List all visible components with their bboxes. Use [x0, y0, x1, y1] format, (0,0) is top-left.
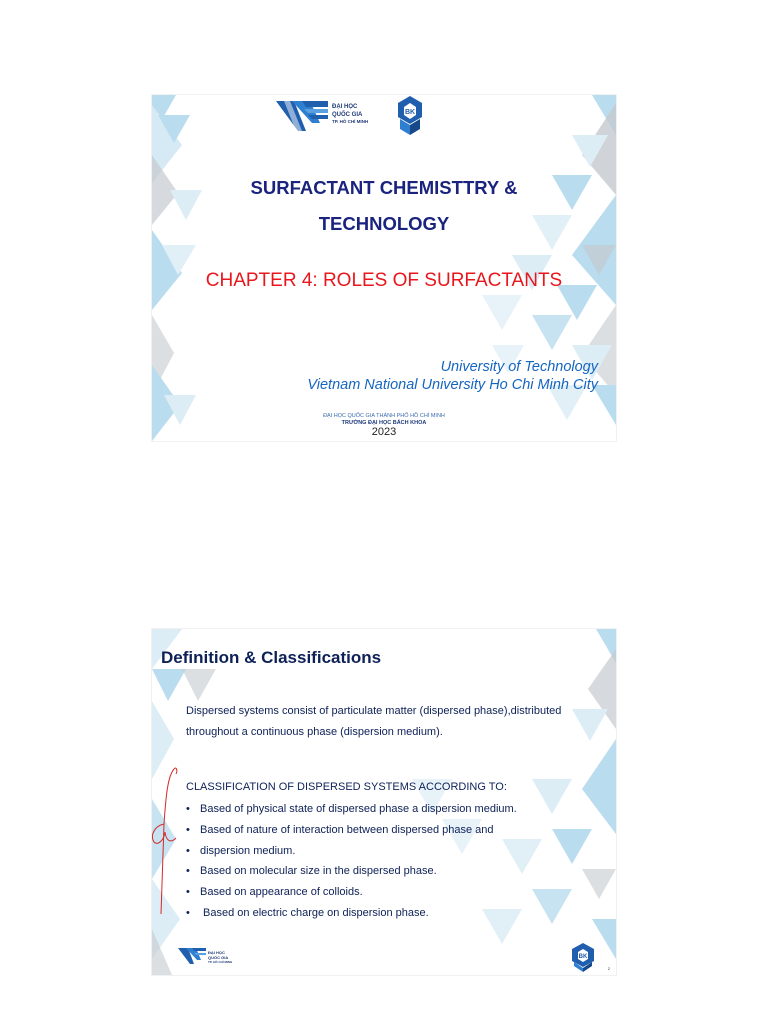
vnu-logo-small: [178, 946, 248, 968]
svg-text:BK: BK: [404, 109, 416, 116]
university-logo: [276, 95, 426, 139]
footer-line1: ĐẠI HỌC QUỐC GIA THÀNH PHỐ HỒ CHÍ MINH: [323, 413, 445, 419]
list-item: • Based of nature of interaction between dispersed phase and: [186, 820, 517, 841]
svg-text:TP. HỒ CHÍ MINH: TP. HỒ CHÍ MINH: [208, 960, 233, 964]
list-item: • Based on electric charge on dispersion phase.: [186, 903, 517, 924]
list-item: • Based on molecular size in the dispersed phase.: [186, 861, 517, 882]
list-item: • dispersion medium.: [186, 841, 517, 862]
svg-text:ĐẠI HỌC: ĐẠI HỌC: [208, 950, 225, 955]
svg-text:BK: BK: [578, 954, 588, 960]
university-name-line2: Vietnam National University Ho Chi Minh City: [307, 377, 598, 393]
slide-title-line1: SURFACTANT CHEMISTTRY &: [250, 177, 518, 198]
bk-logo-icon: [398, 96, 422, 135]
title-slide: [152, 95, 616, 441]
bullet-icon: •: [186, 886, 190, 899]
bullet-icon: •: [186, 823, 190, 836]
bullet-icon: •: [186, 865, 190, 878]
bullet-icon: •: [186, 906, 190, 919]
handwritten-annotation: [152, 764, 192, 924]
classification-heading: CLASSIFICATION OF DISPERSED SYSTEMS ACCORDING TO:: [186, 781, 507, 793]
vnu-text-line2: QUỐC GIA: [332, 112, 363, 118]
classification-list: [186, 799, 517, 924]
slide-title-line2: TECHNOLOGY: [318, 213, 450, 234]
svg-text:QUỐC GIA: QUỐC GIA: [208, 955, 229, 960]
university-name-line1: University of Technology: [440, 359, 598, 375]
list-item: • Based on appearance of colloids.: [186, 882, 517, 903]
slide-heading: Definition & Classifications: [161, 648, 382, 667]
vnu-logo-icon: [276, 101, 328, 131]
bullet-icon: •: [186, 803, 190, 815]
year-label: 2023: [371, 426, 397, 438]
page-number: 2: [607, 966, 610, 971]
content-slide: [152, 629, 616, 975]
footer-line2: TRƯỜNG ĐẠI HỌC BÁCH KHOA: [341, 420, 427, 426]
definition-paragraph: Dispersed systems consist of particulate matter (dispersed phase),distributed throughout a continuous phase (dispersion medium).: [186, 705, 562, 738]
vnu-text-line3: TP. HỒ CHÍ MINH: [332, 119, 369, 124]
vnu-text-line1: ĐẠI HỌC: [332, 104, 358, 110]
list-item: • Based of physical state of dispersed phase a dispersion medium.: [186, 799, 517, 820]
chapter-title: CHAPTER 4: ROLES OF SURFACTANTS: [205, 270, 563, 291]
bullet-icon: •: [186, 844, 190, 857]
bk-logo-icon: [570, 942, 596, 972]
